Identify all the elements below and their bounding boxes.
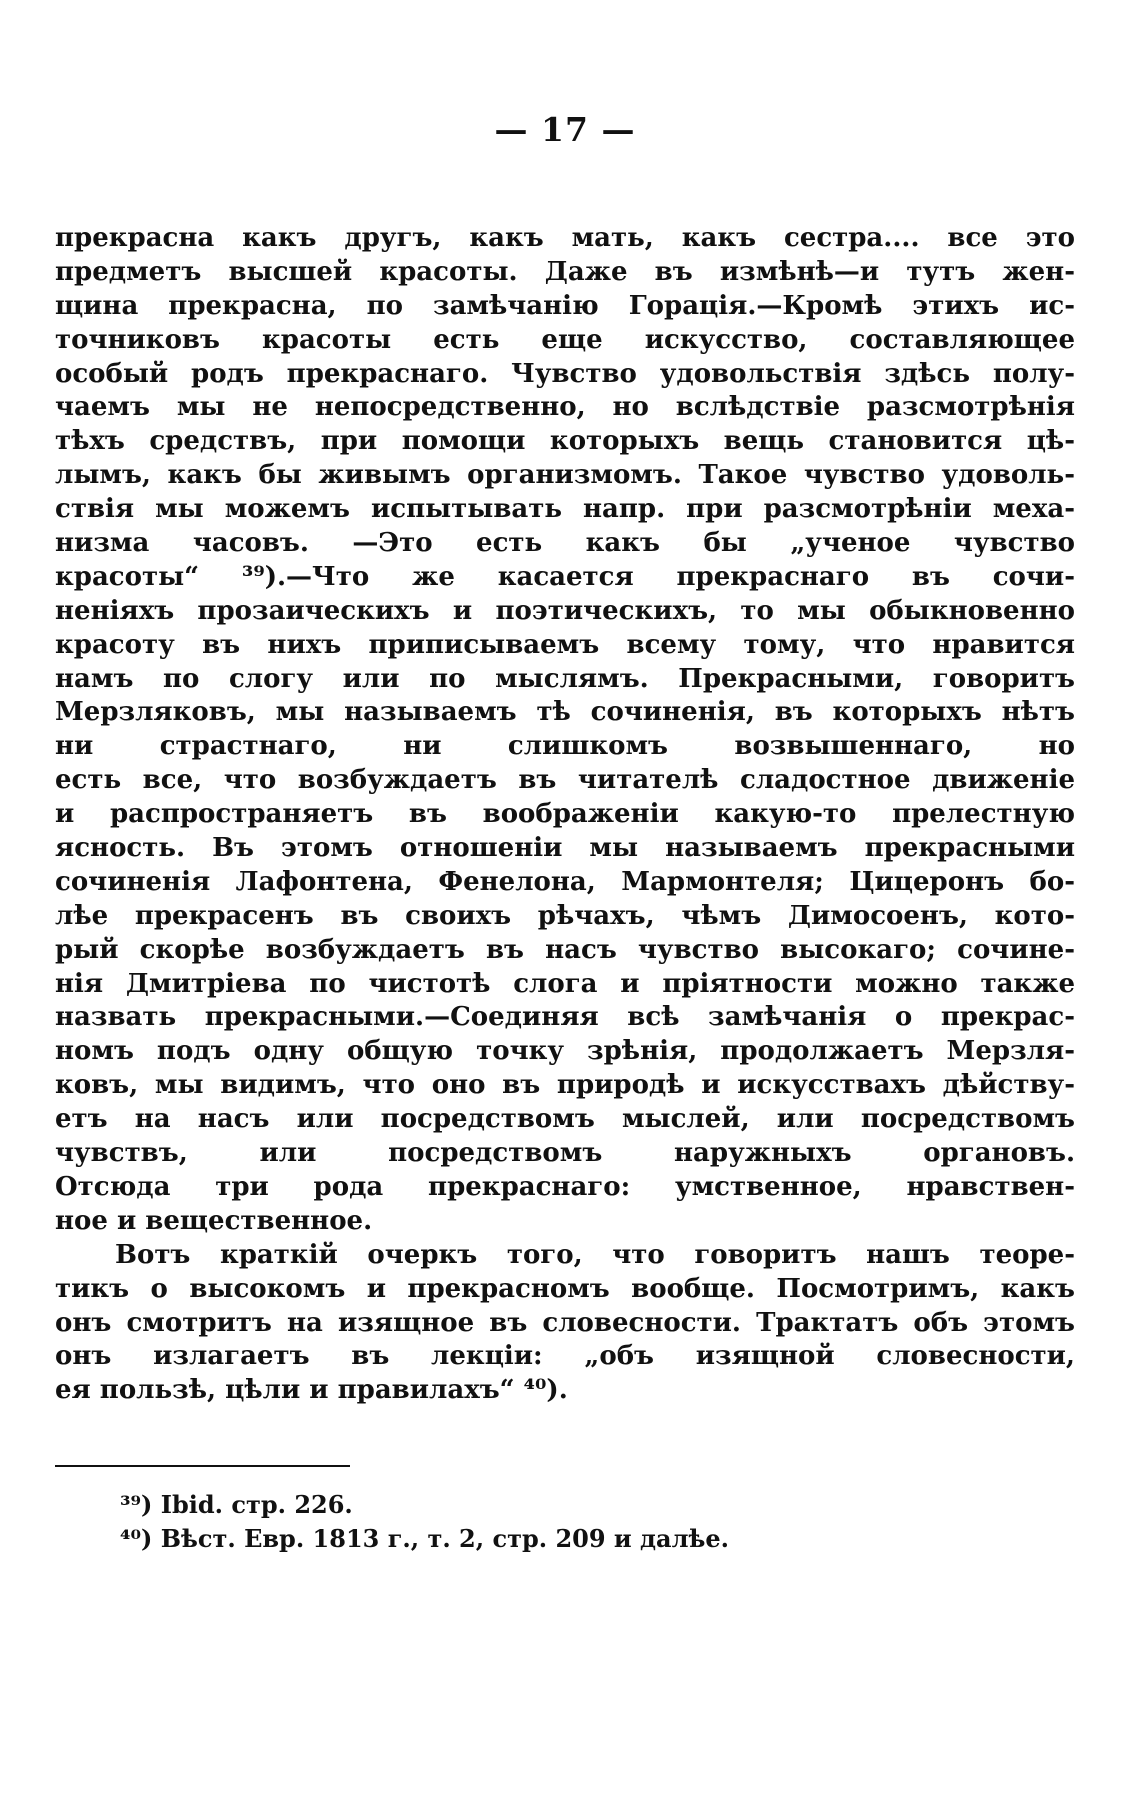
text-line: ное и вещественное. bbox=[55, 1205, 373, 1236]
footnote-divider bbox=[55, 1465, 350, 1467]
text-line: ея пользѣ, цѣли и правилахъ“ ⁴⁰). bbox=[55, 1375, 568, 1406]
text-line: Мерзляковъ, мы называемъ тѣ сочиненія, въ которыхъ нѣтъ bbox=[55, 697, 1075, 728]
text-line: красоты“ ³⁹).—Что же касается прекраснаго въ сочи- bbox=[55, 561, 1075, 592]
text-line: намъ по слогу или по мыслямъ. Прекрасными, говоритъ bbox=[55, 663, 1075, 694]
text-line: нія Дмитріева по чистотѣ слога и пріятности можно также bbox=[55, 968, 1075, 999]
footnote-40: ⁴⁰) Вѣст. Евр. 1813 г., т. 2, стр. 209 и далѣе. bbox=[120, 1524, 730, 1553]
text-line: тѣхъ средствъ, при помощи которыхъ вещь становится цѣ- bbox=[55, 426, 1075, 457]
document-page bbox=[55, 0, 1075, 1818]
text-line: онъ смотритъ на изящное въ словесности. Трактатъ объ этомъ bbox=[55, 1307, 1075, 1338]
text-line: предметъ высшей красоты. Даже въ измѣнѣ—и тутъ жен- bbox=[55, 256, 1075, 287]
text-line: чувствъ, или посредствомъ наружныхъ органовъ. bbox=[55, 1138, 1075, 1169]
footnote-39: ³⁹) Ibid. стр. 226. bbox=[120, 1490, 353, 1519]
text-line: лымъ, какъ бы живымъ организмомъ. Такое чувство удоволь- bbox=[55, 460, 1075, 491]
text-line: лѣе прекрасенъ въ своихъ рѣчахъ, чѣмъ Димосоенъ, кото- bbox=[55, 900, 1075, 931]
text-line: ясность. Въ этомъ отношеніи мы называемъ прекрасными bbox=[55, 833, 1075, 864]
body-text bbox=[55, 222, 1075, 1408]
text-line: тикъ о высокомъ и прекрасномъ вообще. Посмотримъ, какъ bbox=[55, 1273, 1075, 1304]
text-line: Вотъ краткій очеркъ того, что говоритъ нашъ теоре- bbox=[115, 1239, 1075, 1270]
text-line: етъ на насъ или посредствомъ мыслей, или посредствомъ bbox=[55, 1104, 1075, 1135]
text-line: ни страстнаго, ни слишкомъ возвышеннаго, но bbox=[55, 731, 1075, 762]
text-line: особый родъ прекраснаго. Чувство удовольствія здѣсь полу- bbox=[55, 358, 1075, 389]
text-line: есть все, что возбуждаетъ въ читателѣ сладостное движеніе bbox=[55, 765, 1075, 796]
text-line: ковъ, мы видимъ, что оно въ природѣ и искусствахъ дѣйству- bbox=[55, 1070, 1075, 1101]
page-number: — 17 — bbox=[494, 110, 636, 149]
text-line: и распространяетъ въ воображеніи какую-то прелестную bbox=[55, 799, 1075, 830]
text-line: номъ подъ одну общую точку зрѣнія, продолжаетъ Мерзля- bbox=[55, 1036, 1075, 1067]
footnotes bbox=[120, 1488, 729, 1556]
text-line: красоту въ нихъ приписываемъ всему тому, что нравится bbox=[55, 629, 1075, 660]
text-line: чаемъ мы не непосредственно, но вслѣдствіе разсмотрѣнія bbox=[55, 392, 1075, 423]
text-line: прекрасна какъ другъ, какъ мать, какъ сестра.... все это bbox=[55, 223, 1075, 253]
text-line: назвать прекрасными.—Соединяя всѣ замѣчанія о прекрас- bbox=[55, 1002, 1075, 1033]
text-line: щина прекрасна, по замѣчанію Горація.—Кромѣ этихъ ис- bbox=[55, 290, 1075, 321]
text-line: онъ излагаетъ въ лекціи: „объ изящной словесности, bbox=[55, 1341, 1075, 1372]
text-line: сочиненія Лафонтена, Фенелона, Мармонтеля; Цицеронъ бо- bbox=[55, 866, 1075, 897]
text-line: низма часовъ. —Это есть какъ бы „ученое чувство bbox=[55, 528, 1075, 559]
text-line: Отсюда три рода прекраснаго: умственное, нравствен- bbox=[55, 1171, 1075, 1202]
text-line: неніяхъ прозаическихъ и поэтическихъ, то мы обыкновенно bbox=[55, 595, 1075, 626]
text-line: точниковъ красоты есть еще искусство, составляющее bbox=[55, 324, 1075, 355]
text-line: ствія мы можемъ испытывать напр. при разсмотрѣніи меха- bbox=[55, 494, 1075, 525]
text-line: рый скорѣе возбуждаетъ въ насъ чувство высокаго; сочине- bbox=[55, 934, 1075, 965]
